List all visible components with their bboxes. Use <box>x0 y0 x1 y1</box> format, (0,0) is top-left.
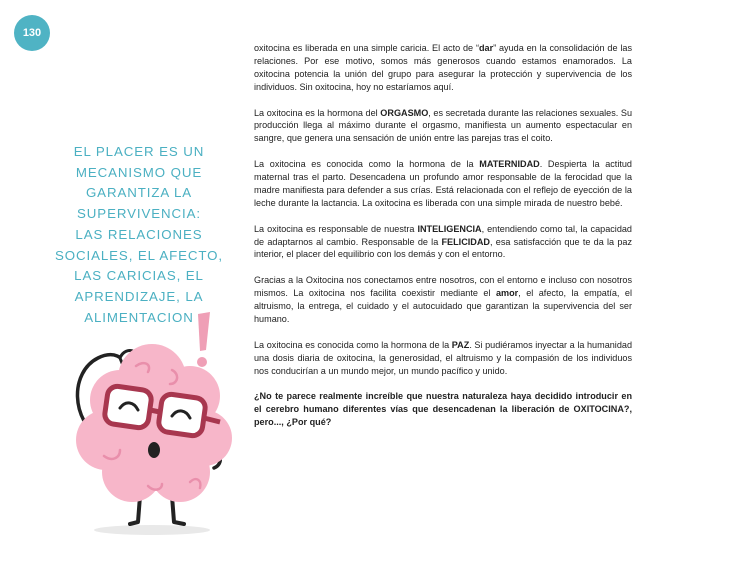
bold-text: amor <box>495 288 519 299</box>
quote-line: MECANISMO QUE <box>75 164 203 180</box>
exclamation-icon <box>197 312 210 367</box>
text-run: ” ayuda en la consolidación de las relaciones. Por ese motivo, somos más generosos cuando estamos enamorados. La oxitocina potencia la unión del grupo para asegurar la protección y supervivencia de los individuos. Sin oxitocina, hoy no estaríamos aquí. <box>254 43 632 92</box>
bold-text: PAZ <box>451 339 470 350</box>
brain-body-shape <box>76 344 232 502</box>
body-paragraph <box>254 274 632 326</box>
bold-text: FELICIDAD <box>441 236 490 247</box>
text-run: La oxitocina es conocida como la hormona de la <box>254 339 452 350</box>
quote-line: SUPERVIVENCIA: <box>77 206 201 222</box>
text-run: La oxitocina es responsable de nuestra <box>254 223 418 234</box>
quote-line: EL PLACER ES UN <box>73 144 205 159</box>
text-run: Gracias a la Oxitocina nos conectamos entre nosotros, con el entorno e incluso con nosotros mismos. La oxitocina nos facilita coexistir mediante el <box>254 275 632 299</box>
quote-line: LAS CARICIAS, EL <box>74 268 204 284</box>
body-paragraph <box>254 390 632 429</box>
body-text <box>254 42 632 442</box>
text-run: , esa satisfacción que te da la paz interior, el placer del equilibrio con los demás y con el entorno. <box>254 236 632 260</box>
page-number-badge <box>14 15 50 51</box>
quote-line: ALIMENTACION <box>84 309 194 325</box>
mouth-shape <box>148 442 160 458</box>
body-paragraph <box>254 158 632 210</box>
bold-text: ORGASMO <box>380 107 429 118</box>
text-run: , entendiendo como tal, la capacidad de adaptarnos al cambio. Responsable de la <box>254 223 632 247</box>
quote-line: SOCIALES, EL AFECTO, <box>54 247 223 263</box>
body-paragraph <box>254 107 632 146</box>
brain-thinking-illustration <box>40 300 240 540</box>
body-paragraph <box>254 223 632 262</box>
text-run: , es secretada durante las relaciones sexuales. Su producción llega al máximo durante el orgasmo, manifiesta un aumento espectacular en sangre, que genera una sensación de unión entre las parejas tras el coito. <box>254 107 632 144</box>
quote-line: LAS RELACIONES <box>75 226 203 242</box>
bold-text: dar <box>478 43 494 53</box>
quote-line: GARANTIZA LA <box>85 185 193 201</box>
shadow-shape <box>94 525 210 535</box>
bold-text: INTELIGENCIA <box>417 223 482 234</box>
text-run: , el afecto, la empatía, el altruismo, la entrega, el cuidado y el autocuidado que garantizan la supervivencia del ser humano. <box>254 288 633 324</box>
quote-line: APRENDIZAJE, LA <box>74 288 204 304</box>
text-run: oxitocina es liberada en una simple caricia. El acto de “ <box>254 43 479 53</box>
body-paragraph <box>254 42 632 94</box>
text-run: La oxitocina es la hormona del <box>254 107 381 118</box>
text-run: La oxitocina es conocida como la hormona de la <box>254 159 480 170</box>
text-run: . Si pudiéramos inyectar a la humanidad una dosis diaria de oxitocina, la generosidad, el altruismo y la compasión de los individuos nos conducirían a un mundo mejor, un mundo pacífico y unido. <box>254 339 632 376</box>
bold-text: ¿No te parece realmente increíble que nuestra naturaleza haya decidido introducir en el cerebro humano diferentes vías que desencadenan la liberación de OXITOCINA?, pero..., ¿Por qué? <box>254 391 632 428</box>
bold-text: MATERNIDAD <box>479 159 540 170</box>
body-paragraph <box>254 339 632 378</box>
text-run: . Despierta la actitud maternal tras el parto. Desencadena un profundo amor responsable de la ferocidad que la madre manifiesta para defender a sus crías. Está relacionada con el reflejo de eyección de la leche durante la lactancia. La oxitocina es liberada con una simple mirada de nuestro bebé. <box>254 159 632 208</box>
page-number: 130 <box>22 27 42 39</box>
